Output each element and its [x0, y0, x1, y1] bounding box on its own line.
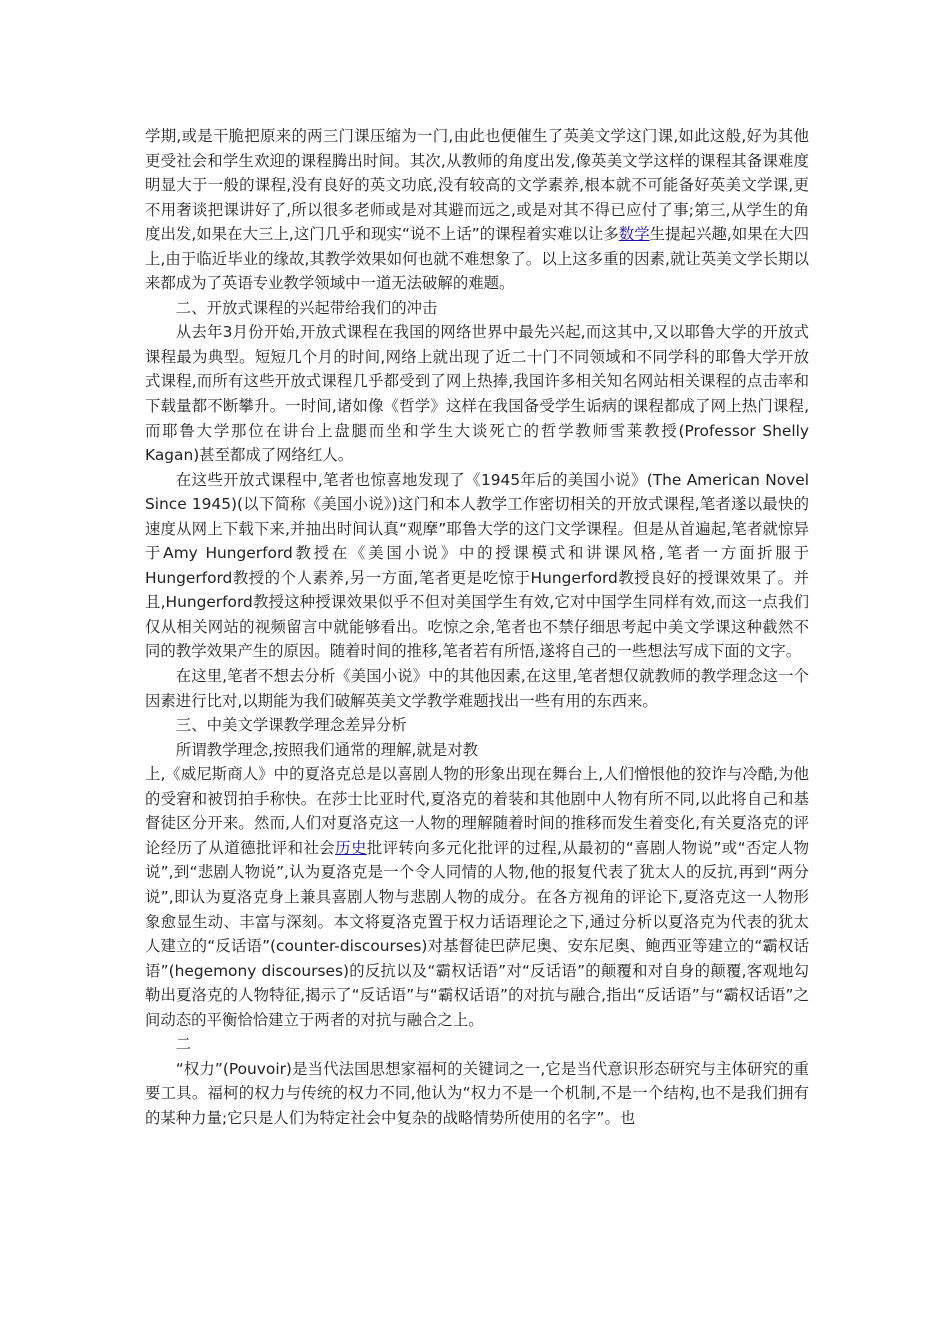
paragraph-1: [145, 124, 809, 296]
paragraph-1-text-b: 生提起兴趣,如果在大四上,由于临近毕业的缘故,其教学效果如何也就不难想象了。以上这多重的因素,就让英美文学长期以来都成为了英语专业教学领域中一道无法破解的难题。: [145, 225, 809, 293]
paragraph-3: 在这些开放式课程中,笔者也惊喜地发现了《1945年后的美国小说》(The American Novel Since 1945)(以下简称《美国小说》)这门和本人教学工作密切相关的开放式课程,笔者遂以最快的速度从网上下载下来,并抽出时间认真“观摩”耶鲁大学的这门文学课程。但是从首遍起,笔者就惊异于Amy Hungerford教授在《美国小说》中的授课模式和讲课风格,笔者一方面折服于Hungerford教授的个人素养,另一方面,笔者更是吃惊于Hungerford教授良好的授课效果了。并且,Hungerford教授这种授课效果似乎不但对美国学生有效,它对中国学生同样有效,而这一点我们仅从相关网站的视频留言中就能够看出。吃惊之余,笔者也不禁仔细思考起中美文学课这种截然不同的教学效果产生的原因。随着时间的推移,笔者若有所悟,遂将自己的一些想法写成下面的文字。: [145, 470, 809, 661]
paragraph-6: [145, 762, 809, 1032]
section-heading-3: 三、中美文学课教学理念差异分析: [175, 716, 407, 735]
section-heading-4: 二: [175, 1035, 192, 1054]
paragraph-6-text-a: 上,《威尼斯商人》中的夏洛克总是以喜剧人物的形象出现在舞台上,人们憎恨他的狡诈与冷酷,为他的受窘和被罚拍手称快。在莎士比亚时代,夏洛克的着装和其他剧中人物有所不同,以此将自己和基督徒区分开来。然而,人们对夏洛克这一人物的理解随着时间的推移而发生着变化,有关夏洛克的评论经历了从道德批评和社会: [145, 765, 809, 857]
section-heading-2: 二、开放式课程的兴起带给我们的冲击: [175, 298, 438, 317]
document-body: [145, 124, 809, 1130]
history-link[interactable]: 历史: [335, 838, 367, 857]
paragraph-1-text-a: 学期,或是干脆把原来的两三门课压缩为一门,由此也便催生了英美文学这门课,如此这般,好为其他更受社会和学生欢迎的课程腾出时间。其次,从教师的角度出发,像英美文学这样的课程其备课难度明显大于一般的课程,没有良好的英文功底,没有较高的文学素养,根本就不可能备好英美文学课,更不用奢谈把课讲好了,所以很多老师或是对其避而远之,或是对其不得已应付了事;第三,从学生的角度出发,如果在大三上,这门几乎和现实“说不上话”的课程着实难以让多: [145, 127, 809, 244]
paragraph-6-text-b: 批评转向多元化批评的过程,从最初的“喜剧人物说”或“否定人物说”,到“悲剧人物说”,认为夏洛克是一个令人同情的人物,他的报复代表了犹太人的反抗,再到“两分说”,即认为夏洛克身上兼具喜剧人物与悲剧人物的成分。在各方视角的评论下,夏洛克这一人物形象愈显生动、丰富与深刻。本文将夏洛克置于权力话语理论之下,通过分析以夏洛克为代表的犹太人建立的“反话语”(counter-discourses)对基督徒巴萨尼奥、安东尼奥、鲍西亚等建立的“霸权话语”(hegemony discourses)的反抗以及“霸权话语”对“反话语”的颠覆和对自身的颠覆,客观地勾勒出夏洛克的人物特征,揭示了“反话语”与“霸权话语”的对抗与融合,指出“反话语”与“霸权话语”之间动态的平衡恰恰建立于两者的对抗与融合之上。: [145, 838, 809, 1029]
paragraph-7: “权力”(Pouvoir)是当代法国思想家福柯的关键词之一,它是当代意识形态研究与主体研究的重要工具。福柯的权力与传统的权力不同,他认为“权力不是一个机制,不是一个结构,也不是我们拥有的某种力量;它只是人们为特定社会中复杂的战略情势所使用的名字”。也: [145, 1059, 809, 1127]
paragraph-2: 从去年3月份开始,开放式课程在我国的网络世界中最先兴起,而这其中,又以耶鲁大学的开放式课程最为典型。短短几个月的时间,网络上就出现了近二十门不同领域和不同学科的耶鲁大学开放式课程,而所有这些开放式课程几乎都受到了网上热捧,我国许多相关知名网站相关课程的点击率和下载量都不断攀升。一时间,诸如像《哲学》这样在我国备受学生诟病的课程都成了网上热门课程,而耶鲁大学那位在讲台上盘腿而坐和学生大谈死亡的哲学教师雪莱教授(Professor Shelly Kagan)甚至都成了网络红人。: [145, 323, 809, 465]
paragraph-5: 所谓教学理念,按照我们通常的理解,就是对教: [175, 740, 479, 759]
math-link[interactable]: 数学: [618, 225, 650, 244]
paragraph-4: 在这里,笔者不想去分析《美国小说》中的其他因素,在这里,笔者想仅就教师的教学理念这一个因素进行比对,以期能为我们破解英美文学教学难题找出一些有用的东西来。: [145, 667, 809, 710]
